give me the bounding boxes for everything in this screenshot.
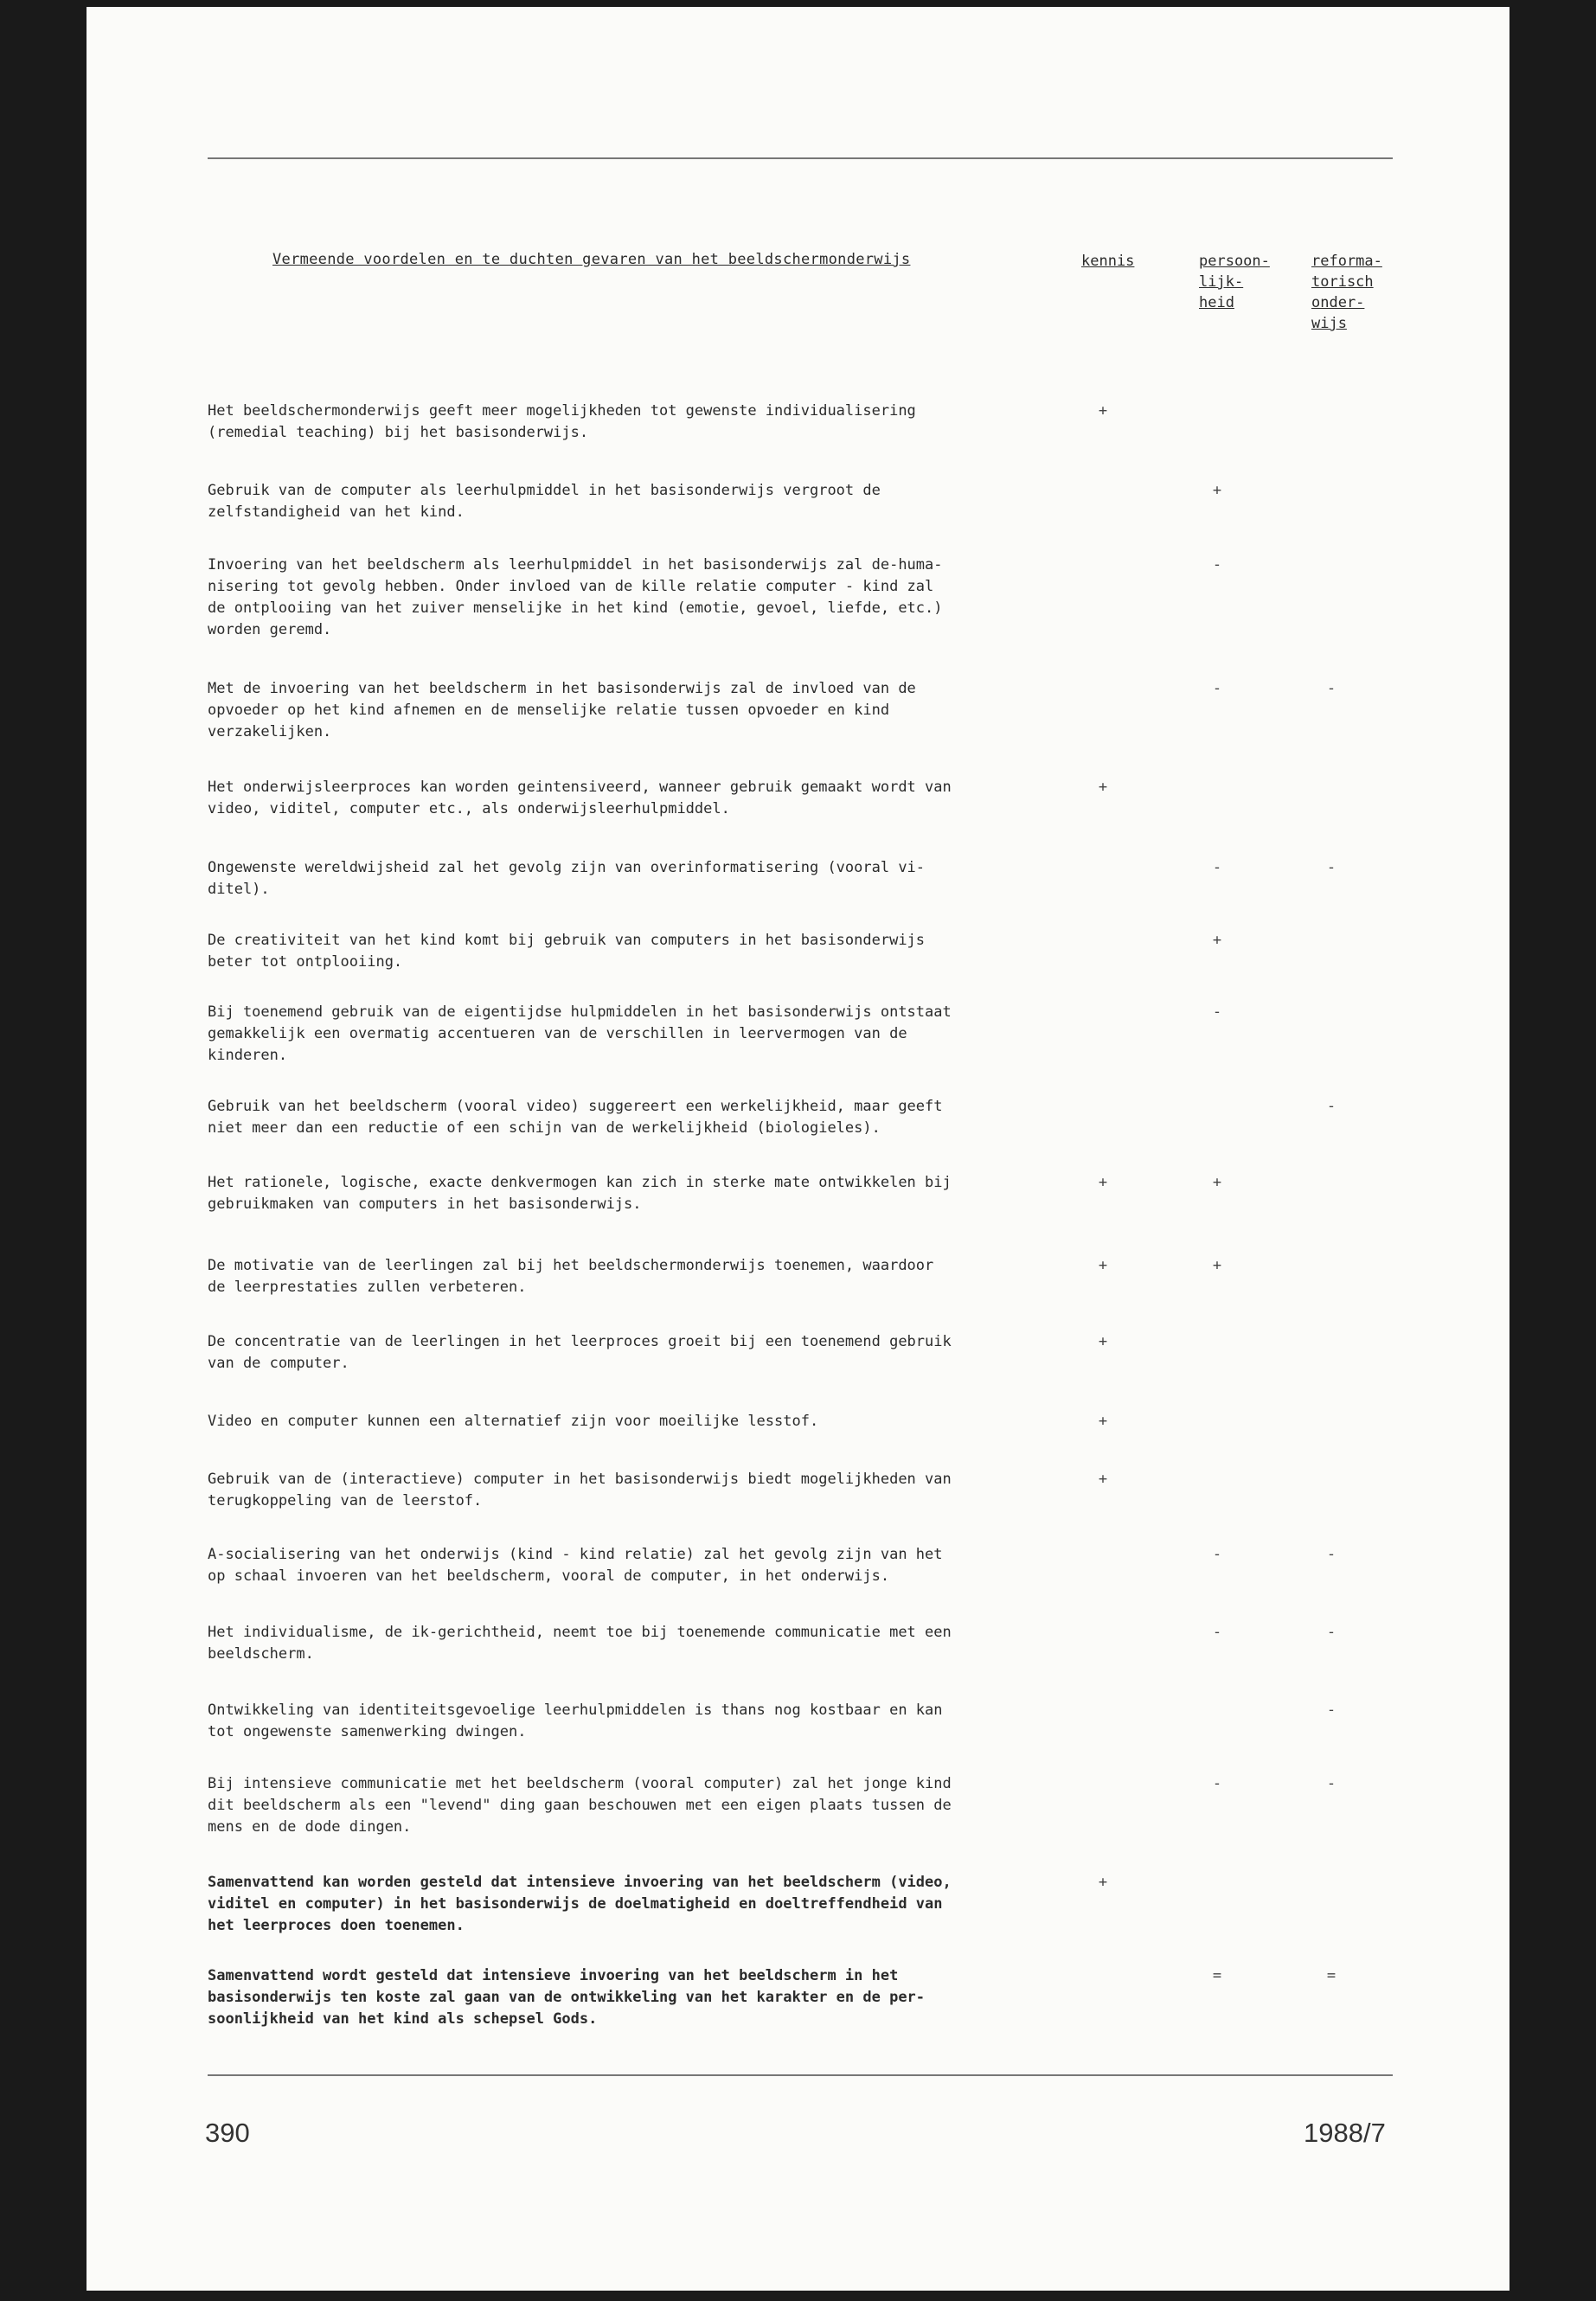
mark-persoonlijkheid: - [1212,1775,1222,1792]
mark-persoonlijkheid: + [1212,932,1222,949]
statement-text: Ongewenste wereldwijsheid zal het gevolg zijn van overinformatisering (vooral vi- ditel). [208,859,926,898]
mark-persoonlijkheid: - [1212,1003,1222,1021]
mark-persoonlijkheid: + [1212,1257,1222,1274]
mark-reformatorisch: - [1326,680,1336,697]
mark-kennis: + [1098,1874,1108,1891]
column-header-kennis: kennis [1081,253,1135,270]
mark-reformatorisch: - [1326,859,1336,876]
mark-persoonlijkheid: - [1212,1546,1222,1563]
mark-persoonlijkheid: + [1212,482,1222,499]
statement-text: Invoering van het beeldscherm als leerhulpmiddel in het basisonderwijs zal de-huma- nisering tot gevolg hebben. Onder invloed van de kille relatie computer - kind zal de ontplooiing van het zuiver menselijke in het kind (emotie, gevoel, liefde, etc.) worden geremd. [208,556,943,638]
bottom-rule [208,2074,1393,2076]
statement-text: Gebruik van het beeldscherm (vooral video) suggereert een werkelijkheid, maar geeft niet meer dan een reductie of een schijn van de werkelijkheid (biologieles). [208,1098,943,1137]
statement-text: Met de invoering van het beeldscherm in het basisonderwijs zal de invloed van de opvoeder op het kind afnemen en de menselijke relatie tussen opvoeder en kind verzakelijken. [208,680,916,740]
issue-label: 1988/7 [1304,2118,1386,2148]
statement-text: Het rationele, logische, exacte denkvermogen kan zich in sterke mate ontwikkelen bij gebruikmaken van computers in het basisonderwijs. [208,1174,952,1213]
statement-text: De concentratie van de leerlingen in het leerproces groeit bij een toenemend gebruik van de computer. [208,1333,952,1372]
column-header-reformatorisch: reforma- torisch onder- wijs [1311,253,1382,332]
statement-text: De motivatie van de leerlingen zal bij het beeldschermonderwijs toenemen, waardoor de leerprestaties zullen verbeteren. [208,1257,934,1296]
mark-kennis: + [1098,1174,1108,1191]
summary-text-negative: Samenvattend wordt gesteld dat intensieve invoering van het beeldscherm in het basisonderwijs ten koste zal gaan van de ontwikkeling van het karakter en de per- soonlijkheid van het kind als schepsel Gods. [208,1967,926,2028]
statement-text: De creativiteit van het kind komt bij gebruik van computers in het basisonderwijs beter tot ontplooiing. [208,932,926,971]
mark-kennis: + [1098,1413,1108,1430]
mark-persoonlijkheid: - [1212,1624,1222,1641]
mark-kennis: + [1098,1333,1108,1350]
statement-text: Ontwikkeling van identiteitsgevoelige leerhulpmiddelen is thans nog kostbaar en kan tot ongewenste samenwerking dwingen. [208,1702,943,1740]
statement-text: Het beeldschermonderwijs geeft meer mogelijkheden tot gewenste individualisering (remedial teaching) bij het basisonderwijs. [208,402,916,441]
statement-text: Video en computer kunnen een alternatief zijn voor moeilijke lesstof. [208,1413,819,1430]
mark-reformatorisch: - [1326,1624,1336,1641]
statement-text: Bij toenemend gebruik van de eigentijdse hulpmiddelen in het basisonderwijs ontstaat gemakkelijk een overmatig accentueren van de verschillen in leervermogen van de kinderen. [208,1003,952,1064]
mark-reformatorisch: - [1326,1702,1336,1719]
mark-persoonlijkheid: + [1212,1174,1222,1191]
statement-text: Gebruik van de computer als leerhulpmiddel in het basisonderwijs vergroot de zelfstandigheid van het kind. [208,482,881,521]
summary-text-positive: Samenvattend kan worden gesteld dat intensieve invoering van het beeldscherm (video, viditel en computer) in het basisonderwijs de doelmatigheid en doeltreffendheid van het leerproces doen toenemen. [208,1874,952,1934]
mark-reformatorisch: - [1326,1098,1336,1115]
statement-text: A-socialisering van het onderwijs (kind - kind relatie) zal het gevolg zijn van het op schaal invoeren van het beeldscherm, vooral de computer, in het onderwijs. [208,1546,943,1585]
column-header-persoonlijkheid: persoon- lijk- heid [1199,253,1270,311]
page-number: 390 [205,2118,250,2148]
top-rule [208,157,1393,159]
mark-persoonlijkheid: - [1212,859,1222,876]
mark-persoonlijkheid: = [1212,1967,1222,1984]
document-page [87,7,1509,2291]
mark-kennis: + [1098,779,1108,796]
statement-text: Bij intensieve communicatie met het beeldscherm (vooral computer) zal het jonge kind dit beeldscherm als een "levend" ding gaan beschouwen met een eigen plaats tussen de mens en de dode dingen. [208,1775,952,1836]
mark-reformatorisch: - [1326,1775,1336,1792]
statement-text: Gebruik van de (interactieve) computer in het basisonderwijs biedt mogelijkheden van terugkoppeling van de leerstof. [208,1471,952,1509]
mark-reformatorisch: = [1326,1967,1336,1984]
mark-reformatorisch: - [1326,1546,1336,1563]
statement-text: Het onderwijsleerproces kan worden geintensiveerd, wanneer gebruik gemaakt wordt van video, viditel, computer etc., als onderwijsleerhulpmiddel. [208,779,952,817]
mark-kennis: + [1098,402,1108,420]
mark-persoonlijkheid: - [1212,556,1222,574]
mark-kennis: + [1098,1257,1108,1274]
mark-kennis: + [1098,1471,1108,1488]
statement-text: Het individualisme, de ik-gerichtheid, neemt toe bij toenemende communicatie met een beeldscherm. [208,1624,952,1663]
mark-persoonlijkheid: - [1212,680,1222,697]
table-title: Vermeende voordelen en te duchten gevaren van het beeldschermonderwijs [272,251,911,268]
